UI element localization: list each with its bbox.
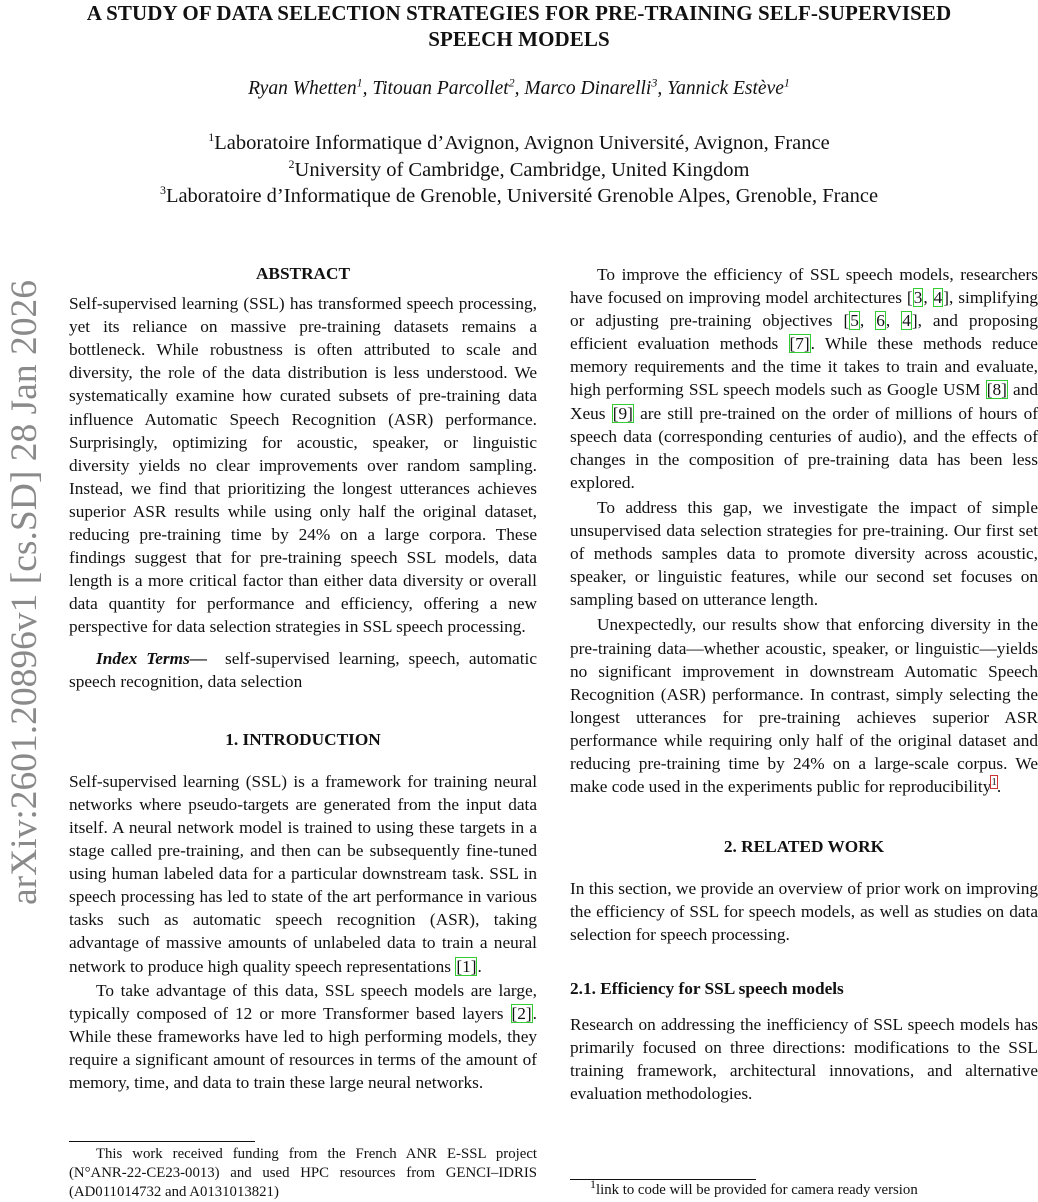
affiliation <box>0 183 1038 210</box>
paragraph-text: are still pre-trained on the order of millions of hours of speech data (corresponding centuries of audio), and the effects of changes in the composition of pre-training data has been less explored. <box>570 403 1038 492</box>
paragraph-text: . <box>996 777 1002 797</box>
subsection-heading: 2.1. Efficiency for SSL speech models <box>570 978 844 998</box>
citation-link[interactable]: 6 <box>876 311 885 331</box>
author-affil-mark: 1 <box>356 75 363 90</box>
abstract-text: Self-supervised learning (SSL) has transformed speech processing, yet its reliance on massive pre-training datasets remains a bottleneck. While robustness is often attributed to scale and diversity, the role of the data distribution is less understood. We systematically examine how curated subsets of pre-training data influence Automatic Speech Recognition (ASR) performance. Surprisingly, optimizing for acoustic, speaker, or linguistic diversity yields no clear improvements over random sampling. Instead, we find that prioritizing the longest utterances achieves superior ASR results while using only half the original dataset, reducing pre-training time by 24% on a large corpora. These findings suggest that for pre-training speech SSL models, data length is a more critical factor than either data diversity or overall data quantity for performance and efficiency, offering a new perspective for data selection strategies in SSL speech processing. <box>69 294 537 637</box>
affil-number: 3 <box>159 183 166 198</box>
arxiv-stamp <box>2 255 48 905</box>
intro-paragraph-2 <box>69 979 537 1094</box>
paragraph-text: . While these methods reduce memory requirements and the time it takes to train and evaluate, high performing SSL speech models such as Google USM <box>570 334 1038 400</box>
footnote-funding <box>69 1145 537 1202</box>
paragraph-text: To take advantage of this data, SSL speech models are large, typically composed of 12 or more Transformer based layers <box>69 980 537 1023</box>
footnote-rule <box>570 1179 756 1180</box>
intro-paragraph-3 <box>570 263 1038 494</box>
paragraph-text: and Xeus <box>570 380 1038 423</box>
citation-link[interactable]: 3 <box>913 288 923 308</box>
right-column <box>570 263 1038 1105</box>
citation-link[interactable]: 4 <box>902 311 911 331</box>
citation-link[interactable]: 5 <box>850 311 859 331</box>
abstract-heading: ABSTRACT <box>255 264 351 283</box>
author-affil-mark: 3 <box>651 75 658 90</box>
left-column <box>69 262 537 1094</box>
citation-link[interactable]: 4 <box>933 288 943 308</box>
paragraph-text: ], simplifying or adjusting pre-training objectives [ <box>570 288 1038 331</box>
paragraph-text: ], and proposing efficient evaluation methods <box>570 311 1038 354</box>
paragraph-text: Unexpectedly, our results show that enforcing diversity in the pre-training data—whether acoustic, speaker, or linguistic—yields no significant improvement in downstream Automatic Speech Recognition (ASR) performance. In contrast, simply selecting the longest utterances for pre-training achieves superior ASR performance while requiring only half of the original dataset and reducing pre-training time by 24% on a large-scale corpus. We make code used in the experiments public for reproducibility <box>570 615 1038 797</box>
paragraph-text: , <box>859 311 876 331</box>
footnote-funding-text: This work received funding from the French ANR E-SSL project (N°ANR-22-CE23-0013) and used HPC resources from GENCI–IDRIS (AD011014732 and A0131013821) <box>69 1146 537 1200</box>
affil-text: Laboratoire Informatique d’Avignon, Avignon Université, Avignon, France <box>214 132 830 154</box>
paragraph-text: Self-supervised learning (SSL) is a framework for training neural networks where pseudo-targets are generated from the input data itself. A neural network model is trained to using these targets in a stage called pre-training, and then can be subsequently fine-tuned using human labeled data for a particular downstream task. SSL in speech processing has led to state of the art performance in various tasks such as automatic speech recognition (ASR), taking advantage of massive amounts of unlabeled data to train a neural network to produce high quality speech representations <box>69 771 537 976</box>
citation-link[interactable]: [2] <box>511 1003 532 1023</box>
index-terms-label: Index Terms— <box>96 648 208 668</box>
arxiv-id-text: arXiv:2601.20896v1 [cs.SD] 28 Jan 2026 <box>4 280 45 905</box>
affil-text: University of Cambridge, Cambridge, United Kingdom <box>294 158 750 181</box>
index-terms <box>69 647 537 693</box>
intro-paragraph-4: To address this gap, we investigate the impact of simple unsupervised data selection strategies for pre-training. Our first set of methods samples data to promote diversity across acoustic, speaker, or linguistic features, while our second set focuses on sampling based on utterance length. <box>570 497 1038 610</box>
footnote-marker-link[interactable]: 1 <box>991 776 997 789</box>
related-paragraph-2: Research on addressing the inefficiency of SSL speech models has primarily focused on three directions: modifications to the SSL training framework, architectural innovations, and alternative evaluation methodologies. <box>570 1014 1038 1103</box>
index-terms-text: self-supervised learning, speech, automatic speech recognition, data selection <box>69 648 537 691</box>
related-paragraph-1: In this section, we provide an overview of prior work on improving the efficiency of SSL for speech models, as well as studies on data selection for speech processing. <box>570 879 1038 945</box>
footnote-code-text: link to code will be provided for camera ready version <box>596 1182 918 1198</box>
citation-link[interactable]: [8] <box>986 380 1007 400</box>
affiliation-list <box>0 130 1038 210</box>
affiliation <box>0 130 1038 157</box>
related-work-heading: 2. RELATED WORK <box>723 837 885 857</box>
author-affil-mark: 2 <box>508 75 515 90</box>
intro-paragraph-1 <box>69 770 537 978</box>
paragraph-text: , <box>885 311 902 331</box>
author-name: Ryan Whetten <box>248 78 357 99</box>
footnote-code <box>590 1177 1030 1200</box>
author-name: Titouan Parcollet <box>372 78 509 99</box>
intro-p2-part-a: . While these frameworks have led to high performing models, they require a significant amount of resources in terms of the amount of memory, time, and data to train these large neural networks. <box>69 1003 537 1092</box>
citation-link[interactable]: [1] <box>456 956 477 976</box>
author-name: Marco Dinarelli <box>524 78 652 99</box>
affil-text: Laboratoire d’Informatique de Grenoble, Université Grenoble Alpes, Grenoble, France <box>165 185 879 207</box>
paragraph-text: , <box>923 288 933 308</box>
affil-number: 2 <box>288 156 295 171</box>
paragraph-text: To improve the efficiency of SSL speech models, researchers have focused on improving model architectures [ <box>570 265 1038 308</box>
title-line-2: SPEECH MODELS <box>428 27 610 51</box>
title-line-1: A STUDY OF DATA SELECTION STRATEGIES FOR PRE-TRAINING SELF-SUPERVISED <box>86 1 952 25</box>
author-affil-mark: 1 <box>783 75 790 90</box>
affiliation <box>0 157 1038 184</box>
intro-heading: 1. INTRODUCTION <box>225 729 381 749</box>
affil-number: 1 <box>208 130 215 145</box>
intro-paragraph-5 <box>570 613 1038 798</box>
author-name: Yannick Estève <box>667 78 784 99</box>
author-list: Ryan Whetten$^1$, Titouan Parcollet$^2$, Marco Dinarelli$^3$, Yannick Estève$^1$ <box>248 75 790 99</box>
citation-link[interactable]: [7] <box>789 334 810 354</box>
paragraph-text: . <box>477 956 482 976</box>
footnote-rule <box>69 1141 255 1142</box>
footnote-number: 1 <box>590 1177 596 1192</box>
citation-link[interactable]: [9] <box>612 403 633 423</box>
paper-title <box>0 0 1038 52</box>
